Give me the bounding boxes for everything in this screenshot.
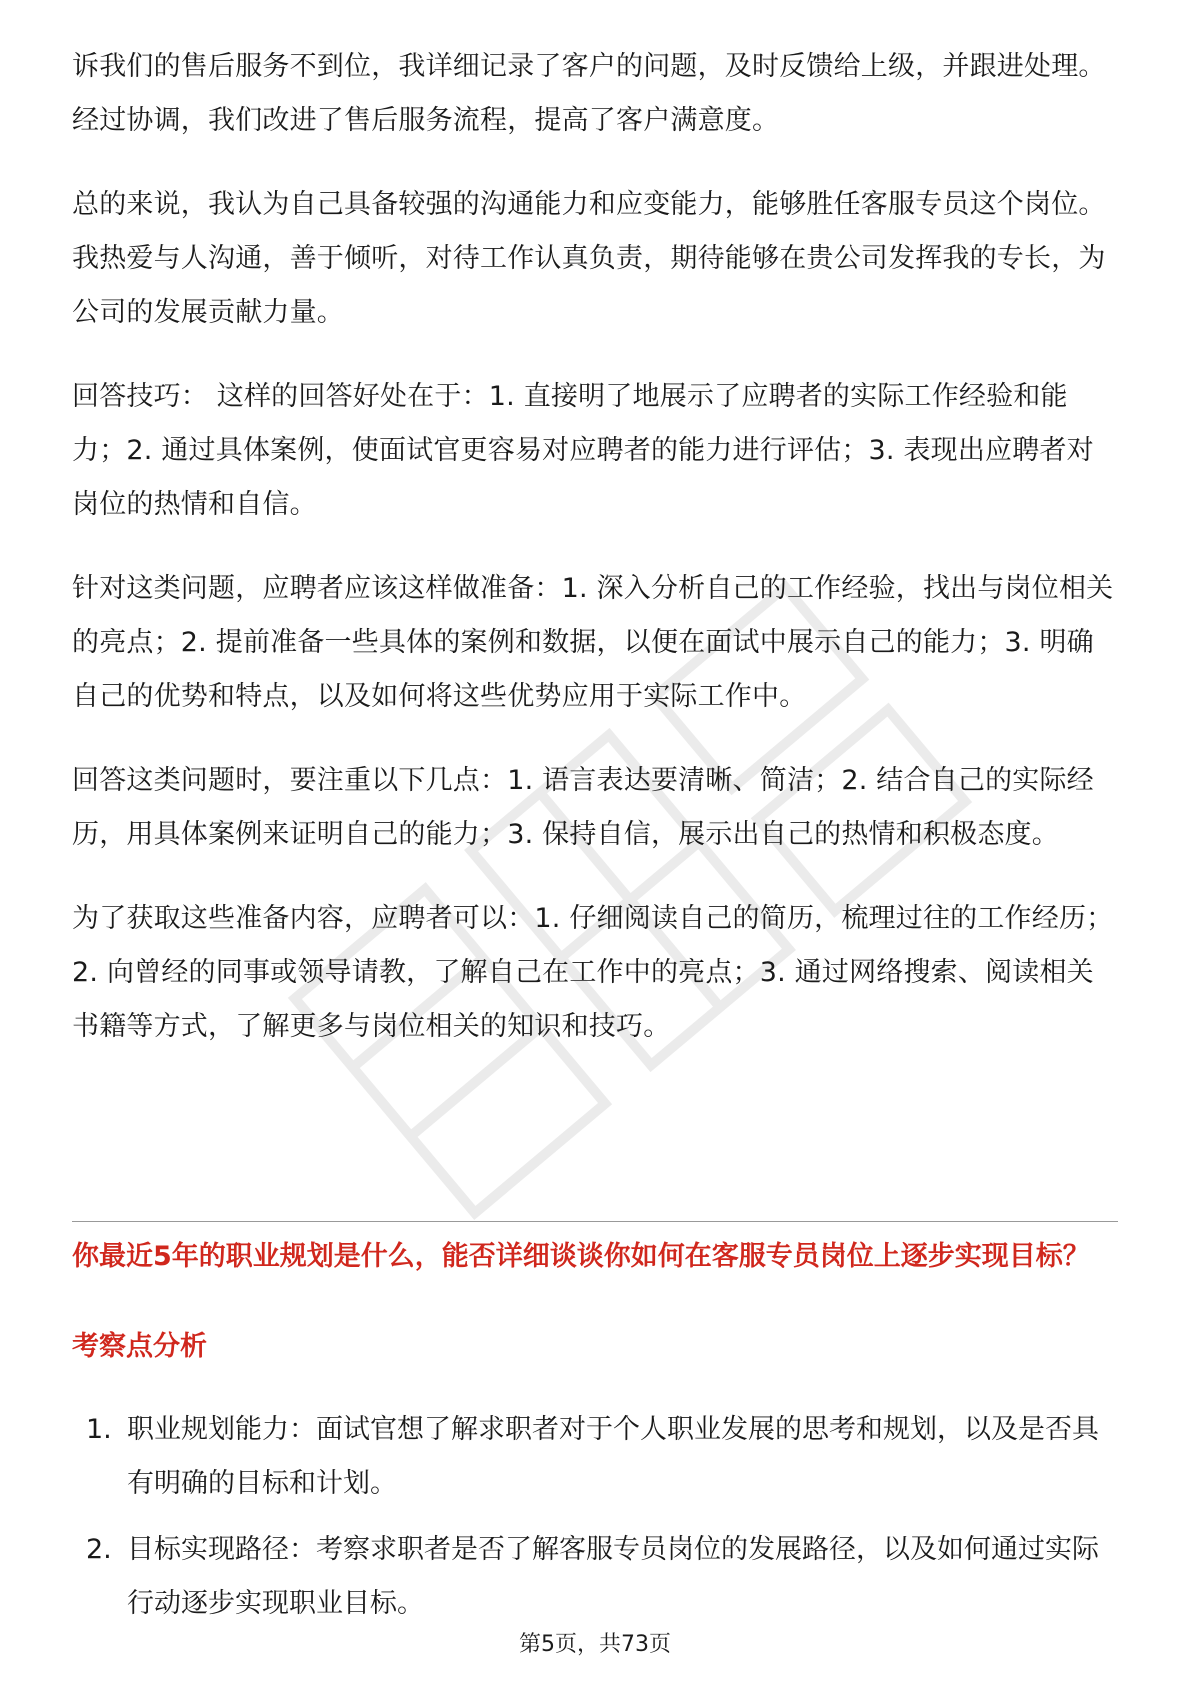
body-content (72, 40, 1118, 1084)
paragraph-3: 回答技巧： 这样的回答好处在于：1. 直接明了地展示了应聘者的实际工作经验和能力；2. 通过具体案例，使面试官更容易对应聘者的能力进行评估；3. 表现出应聘者对岗位的热情和自信。 (72, 381, 1094, 520)
analysis-list (72, 1403, 1118, 1643)
list-item-text: 职业规划能力：面试官想了解求职者对于个人职业发展的思考和规划，以及是否具有明确的目标和计划。 (127, 1414, 1099, 1499)
page-footer: 第5页，共73页 (519, 1632, 671, 1657)
list-item-number: 1. (86, 1414, 112, 1445)
list-item (72, 1403, 1118, 1511)
section-divider (72, 1221, 1118, 1222)
paragraph-5: 回答这类问题时，要注重以下几点：1. 语言表达要清晰、简洁；2. 结合自己的实际经历，用具体案例来证明自己的能力；3. 保持自信，展示出自己的热情和积极态度。 (72, 765, 1094, 850)
question-heading: 你最近5年的职业规划是什么，能否详细谈谈你如何在客服专员岗位上逐步实现目标？ (72, 1241, 1090, 1272)
list-item (72, 1523, 1118, 1631)
list-item-text: 目标实现路径：考察求职者是否了解客服专员岗位的发展路径，以及如何通过实际行动逐步实现职业目标。 (127, 1534, 1099, 1619)
section-title: 考察点分析 (72, 1331, 207, 1362)
list-item-number: 2. (86, 1534, 112, 1565)
paragraph-4: 针对这类问题，应聘者应该这样做准备：1. 深入分析自己的工作经验，找出与岗位相关的亮点；2. 提前准备一些具体的案例和数据，以便在面试中展示自己的能力；3. 明确自己的优势和特点，以及如何将这些优势应用于实际工作中。 (72, 573, 1114, 712)
paragraph-2: 总的来说，我认为自己具备较强的沟通能力和应变能力，能够胜任客服专员这个岗位。我热爱与人沟通，善于倾听，对待工作认真负责，期待能够在贵公司发挥我的专长，为公司的发展贡献力量。 (72, 189, 1106, 328)
paragraph-1: 诉我们的售后服务不到位，我详细记录了客户的问题，及时反馈给上级，并跟进处理。经过协调，我们改进了售后服务流程，提高了客户满意度。 (72, 51, 1106, 136)
paragraph-6: 为了获取这些准备内容，应聘者可以：1. 仔细阅读自己的简历，梳理过往的工作经历；2. 向曾经的同事或领导请教，了解自己在工作中的亮点；3. 通过网络搜索、阅读相关书籍等方式，了解更多与岗位相关的知识和技巧。 (72, 903, 1114, 1042)
